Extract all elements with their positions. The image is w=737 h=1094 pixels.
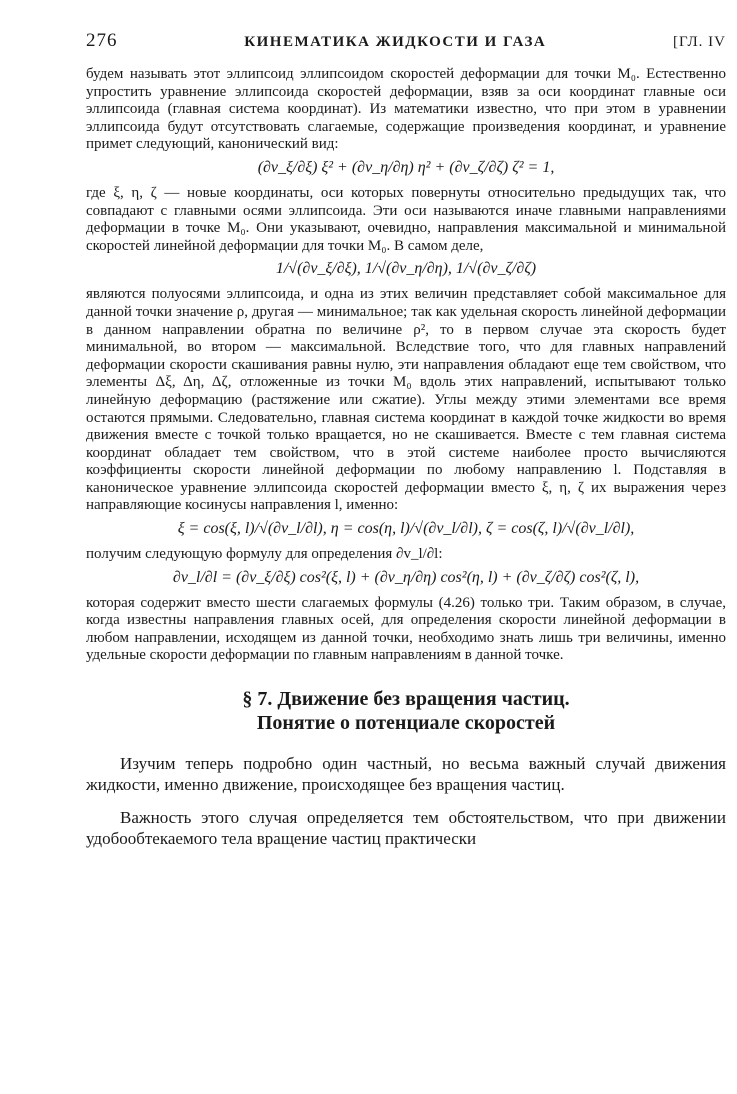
page-number: 276: [86, 30, 118, 51]
page: [86, 30, 726, 849]
paragraph-2: где ξ, η, ζ — новые координаты, оси которых повернуты относительно предыдущих так, что совпадают с главными осями эллипсоида. Эти оси называются иначе главными направлениями деформации в точке M₀. Они указывают, очевидно, направления максимальной и минимальной скоростей линейной деформации для точки M₀. В самом деле,: [86, 184, 726, 254]
paragraph-1: будем называть этот эллипсоид эллипсоидом скоростей деформации для точки M₀. Естественно упростить уравнение эллипсоида скоростей деформации, взяв за оси координат главные оси эллипсоида (главная система координат). Из математики известно, что при этом в уравнении эллипсоида будут отсутствовать слагаемые, содержащие произведения координат, и уравнение примет следующий, канонический вид:: [86, 66, 726, 153]
formula-linear-deformation: ∂v_l/∂l = (∂v_ξ/∂ξ) cos²(ξ, l) + (∂v_η/∂η) cos²(η, l) + (∂v_ζ/∂ζ) cos²(ζ, l),: [172, 568, 640, 586]
section-heading: [86, 687, 726, 735]
paragraph-4: получим следующую формулу для определения ∂v_l/∂l:: [86, 546, 443, 563]
formula-ellipsoid: (∂v_ξ/∂ξ) ξ² + (∂v_η/∂η) η² + (∂v_ζ/∂ζ) ζ² = 1,: [257, 158, 555, 176]
section-title-line-1: § 7. Движение без вращения частиц.: [242, 688, 570, 711]
paragraph-5: которая содержит вместо шести слагаемых формулы (4.26) только три. Таким образом, в случае, когда известны направления главных осей, для определения скорости линейной деформации в любом направлении, исходящем из данной точки, необходимо знать лишь три величины, именно удельные скорости деформации по главным направлениям в данной точке.: [86, 594, 726, 664]
section-title-line-2: Понятие о потенциале скоростей: [256, 712, 556, 735]
section-body: [86, 753, 726, 849]
running-title: КИНЕМАТИКА ЖИДКОСТИ И ГАЗА: [244, 34, 547, 50]
formula-coordinates: ξ = cos(ξ, l)/√(∂v_l/∂l), η = cos(η, l)/√(∂v_l/∂l), ζ = cos(ζ, l)/√(∂v_l/∂l),: [177, 520, 635, 538]
chapter-label: [ГЛ. IV: [672, 34, 726, 50]
formula-semiaxes: 1/√(∂v_ξ/∂ξ), 1/√(∂v_η/∂η), 1/√(∂v_ζ/∂ζ): [275, 260, 537, 278]
section-paragraph-2: Важность этого случая определяется тем обстоятельством, что при движении удобообтекаемого тела вращение частиц практически: [86, 808, 726, 849]
running-header: [86, 30, 726, 52]
section-paragraph-1: Изучим теперь подробно один частный, но весьма важный случай движения жидкости, именно движение, происходящее без вращения частиц.: [86, 754, 726, 795]
paragraph-3: являются полуосями эллипсоида, и одна из этих величин представляет собой максимальное для данной точки значение ρ, другая — минимальное; так как удельная скорость линейной деформации в данном направлении обратна по величине ρ², то в первом случае эта скорость будет минимальной, во втором — максимальной. Вследствие того, что для главных направлений деформации скорости скашивания равны нулю, эти направления обладают еще тем свойством, что элементы Δξ, Δη, Δζ, отложенные из точки M₀ вдоль этих направлений, испытывают только линейную деформацию (растяжение или сжатие). Углы между этими элементами все время остаются прямыми. Следовательно, главная система координат в каждой точке жидкости во время движения вместе с точкой только вращается, но не скашивается. Вместе с тем главная система координат обладает тем свойством, что в этой системе наиболее просто вычисляются коэффициенты скорости линейной деформации по любому направлению l. Подставляя в каноническое уравнение эллипсоида скоростей деформации вместо ξ, η, ζ их выражения через направляющие косинусы направления l, именно:: [86, 286, 726, 514]
